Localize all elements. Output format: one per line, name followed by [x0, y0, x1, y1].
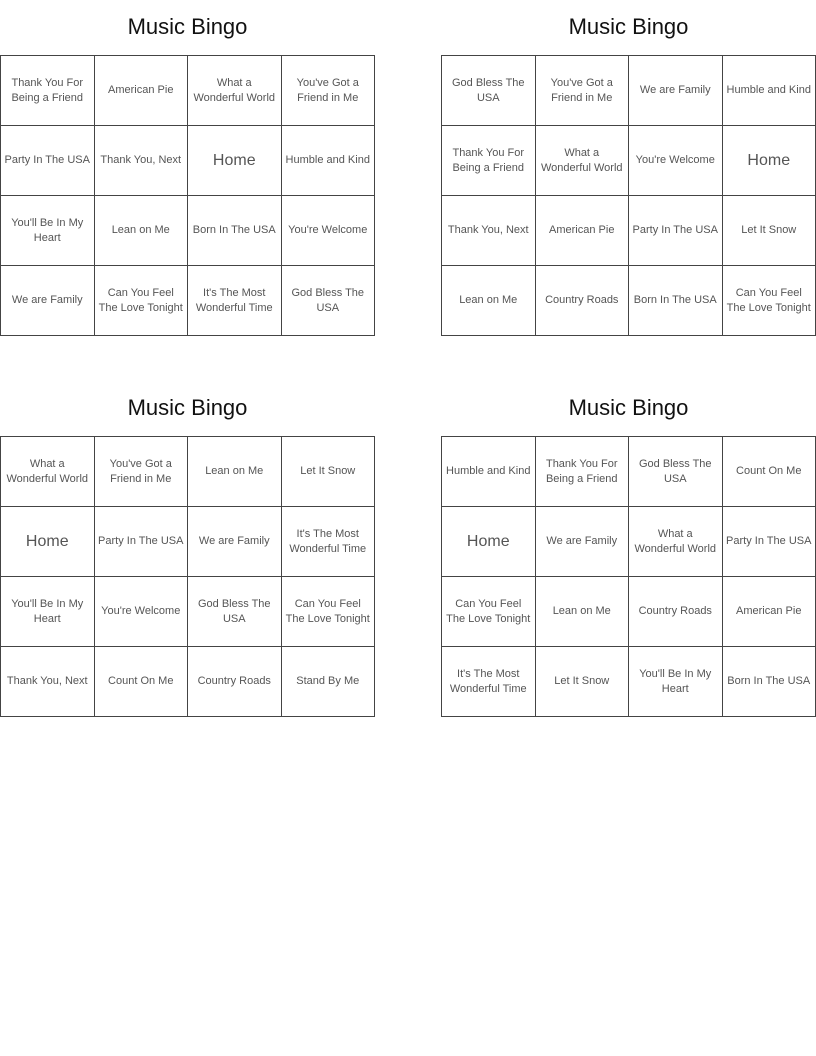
bingo-grid: [0, 436, 375, 717]
card-title: Music Bingo: [127, 395, 248, 420]
bingo-cell: Lean on Me: [442, 266, 536, 336]
card-title: Music Bingo: [568, 395, 689, 420]
bingo-cell: Born In The USA: [723, 647, 816, 717]
bingo-cell: Lean on Me: [95, 196, 189, 266]
bingo-cell: American Pie: [536, 196, 630, 266]
bingo-cell: Humble and Kind: [723, 56, 816, 126]
bingo-cell: We are Family: [629, 56, 723, 126]
bingo-cell: Thank You, Next: [95, 126, 189, 196]
bingo-cell: Let It Snow: [723, 196, 816, 266]
bingo-cell: You've Got a Friend in Me: [536, 56, 630, 126]
bingo-cell: Thank You, Next: [1, 647, 95, 717]
card-title: Music Bingo: [127, 14, 248, 39]
bingo-cell: Country Roads: [188, 647, 282, 717]
bingo-cell: Let It Snow: [536, 647, 630, 717]
bingo-cell: What a Wonderful World: [629, 507, 723, 577]
bingo-cell: Party In The USA: [1, 126, 95, 196]
bingo-cell: Can You Feel The Love Tonight: [723, 266, 816, 336]
bingo-cell: Lean on Me: [188, 437, 282, 507]
bingo-cell: You'll Be In My Heart: [1, 196, 95, 266]
bingo-cell: Party In The USA: [723, 507, 816, 577]
bingo-cell: We are Family: [188, 507, 282, 577]
bingo-cell: God Bless The USA: [442, 56, 536, 126]
bingo-cell: It's The Most Wonderful Time: [282, 507, 376, 577]
bingo-cell: Stand By Me: [282, 647, 376, 717]
bingo-card-3: [0, 381, 375, 717]
bingo-cell: What a Wonderful World: [188, 56, 282, 126]
bingo-cell: Home: [1, 507, 95, 577]
bingo-cell: Can You Feel The Love Tonight: [282, 577, 376, 647]
bingo-cell: God Bless The USA: [282, 266, 376, 336]
bingo-cell: What a Wonderful World: [536, 126, 630, 196]
bingo-cell: You'll Be In My Heart: [1, 577, 95, 647]
bingo-card-4: [441, 381, 816, 717]
bingo-cell: Home: [723, 126, 816, 196]
bingo-cell: Thank You For Being a Friend: [536, 437, 630, 507]
bingo-card-1: [0, 0, 375, 336]
bingo-cell: Born In The USA: [629, 266, 723, 336]
bingo-cell: Country Roads: [629, 577, 723, 647]
bingo-cell: You've Got a Friend in Me: [282, 56, 376, 126]
bingo-cell: Let It Snow: [282, 437, 376, 507]
bingo-cell: American Pie: [723, 577, 816, 647]
bingo-cell: Humble and Kind: [282, 126, 376, 196]
bingo-cell: God Bless The USA: [629, 437, 723, 507]
bingo-cell: Party In The USA: [629, 196, 723, 266]
bingo-cell: It's The Most Wonderful Time: [188, 266, 282, 336]
bingo-cell: You're Welcome: [95, 577, 189, 647]
bingo-cell: We are Family: [536, 507, 630, 577]
bingo-cell: It's The Most Wonderful Time: [442, 647, 536, 717]
bingo-cell: God Bless The USA: [188, 577, 282, 647]
bingo-cell: Party In The USA: [95, 507, 189, 577]
bingo-cell: Lean on Me: [536, 577, 630, 647]
bingo-cell: Country Roads: [536, 266, 630, 336]
bingo-cell: Count On Me: [95, 647, 189, 717]
bingo-cell: Can You Feel The Love Tonight: [442, 577, 536, 647]
bingo-cell: You're Welcome: [282, 196, 376, 266]
bingo-cell: Born In The USA: [188, 196, 282, 266]
card-title: Music Bingo: [568, 14, 689, 39]
bingo-cell: Humble and Kind: [442, 437, 536, 507]
bingo-card-2: [441, 0, 816, 336]
bingo-grid: [441, 55, 816, 336]
bingo-cell: What a Wonderful World: [1, 437, 95, 507]
bingo-cell: Can You Feel The Love Tonight: [95, 266, 189, 336]
bingo-cell: Home: [442, 507, 536, 577]
bingo-grid: [441, 436, 816, 717]
bingo-cell: Thank You For Being a Friend: [442, 126, 536, 196]
bingo-cell: You're Welcome: [629, 126, 723, 196]
bingo-cell: Home: [188, 126, 282, 196]
bingo-cell: American Pie: [95, 56, 189, 126]
bingo-cell: Thank You For Being a Friend: [1, 56, 95, 126]
bingo-grid: [0, 55, 375, 336]
bingo-cell: We are Family: [1, 266, 95, 336]
bingo-cell: Count On Me: [723, 437, 816, 507]
bingo-cell: You've Got a Friend in Me: [95, 437, 189, 507]
bingo-cell: You'll Be In My Heart: [629, 647, 723, 717]
bingo-cell: Thank You, Next: [442, 196, 536, 266]
